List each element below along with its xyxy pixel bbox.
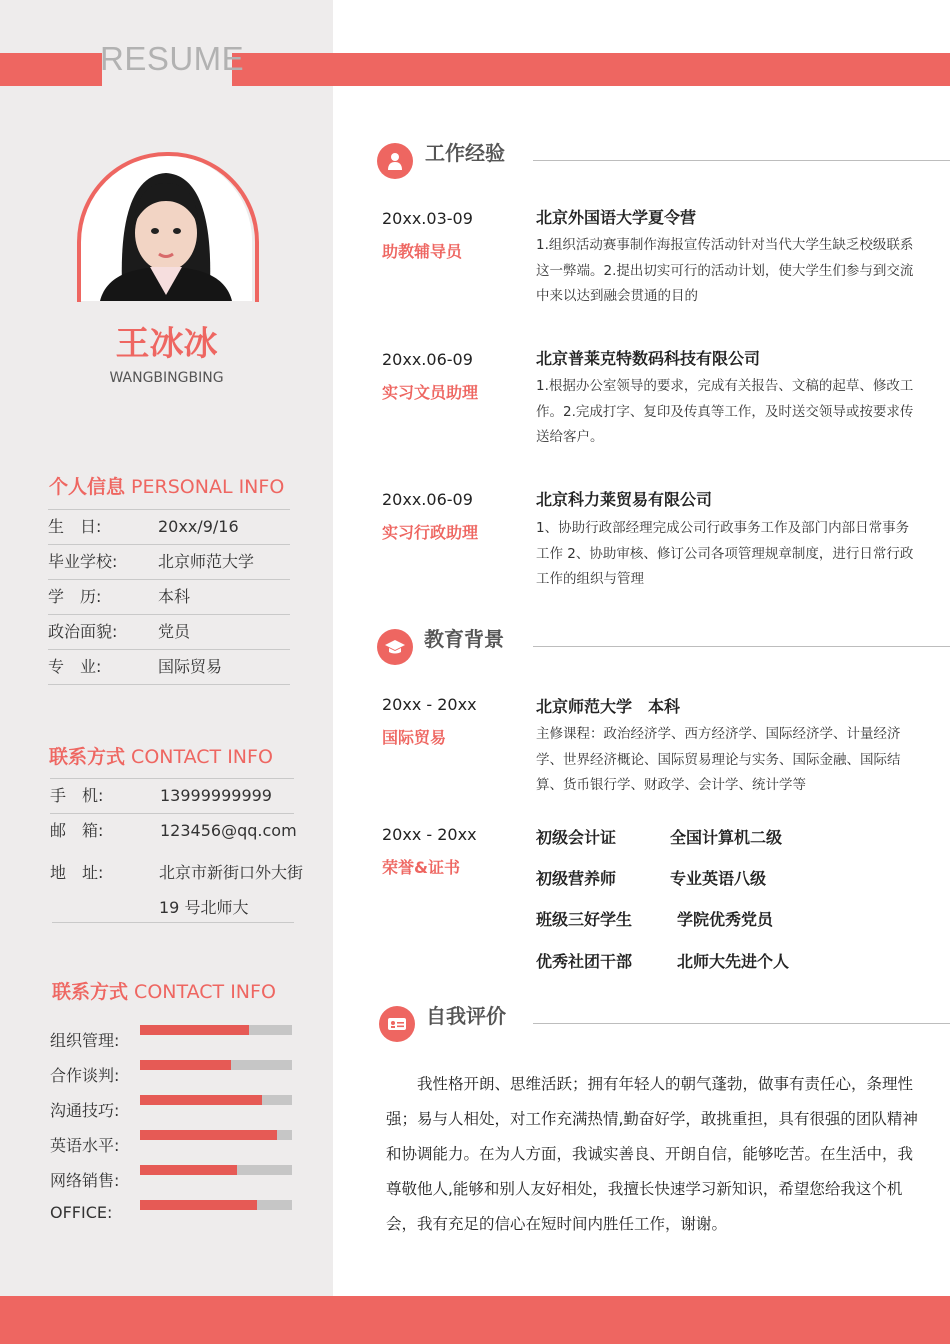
work-title: 工作经验 bbox=[425, 141, 505, 165]
education-date: 20xx - 20xx bbox=[382, 695, 477, 714]
cert-item: 全国计算机二级 bbox=[670, 828, 783, 847]
education-title: 教育背景 bbox=[424, 627, 504, 651]
self-eval-divider bbox=[533, 1023, 950, 1024]
address-value: 北京市新街口外大街 19 号北师大 bbox=[159, 863, 304, 917]
personal-info-heading-en: PERSONAL INFO bbox=[125, 476, 285, 498]
cert-item: 专业英语八级 bbox=[670, 869, 767, 888]
divider bbox=[52, 922, 294, 923]
work-org: 北京普莱克特数码科技有限公司 bbox=[536, 349, 761, 368]
skill-bar bbox=[140, 1130, 292, 1140]
contact-info-heading-cn: 联系方式 bbox=[49, 746, 126, 768]
skill-label: 合作谈判: bbox=[50, 1066, 120, 1085]
cert-item: 优秀社团干部 bbox=[536, 952, 633, 971]
id-card-icon bbox=[379, 1006, 415, 1042]
resume-title: RESUME bbox=[100, 40, 245, 77]
work-date: 20xx.06-09 bbox=[382, 490, 473, 509]
info-label: 学 历: bbox=[48, 587, 102, 606]
info-label: 政治面貌: bbox=[48, 622, 118, 641]
work-desc: 1.组织活动赛事制作海报宣传活动针对当代大学生缺乏校级联系这一弊端。2.提出切实可行的活动计划，使大学生们参与到交流中来以达到融会贯通的目的 bbox=[536, 237, 914, 304]
info-label: 专 业: bbox=[48, 657, 102, 676]
header-band-left bbox=[0, 53, 102, 86]
education-school: 北京师范大学 本科 bbox=[536, 697, 681, 716]
address-label: 地 址: bbox=[50, 863, 104, 882]
info-row-political bbox=[48, 615, 290, 650]
graduation-cap-icon bbox=[377, 629, 413, 665]
work-org: 北京科力莱贸易有限公司 bbox=[536, 490, 713, 509]
education-courses: 主修课程：政治经济学、西方经济学、国际经济学、计量经济学、世界经济概论、国际贸易理论与实务、国际金融、国际结算、货币银行学、财政学、会计学、统计学等 bbox=[536, 726, 901, 793]
contact-info-heading bbox=[49, 742, 273, 769]
education-major: 国际贸易 bbox=[382, 728, 447, 747]
education-divider bbox=[533, 646, 950, 647]
info-label: 邮 箱: bbox=[50, 821, 104, 840]
work-desc: 1.根据办公室领导的要求，完成有关报告、文稿的起草、修改工作。2.完成打字、复印及传真等工作，及时送交领导或按要求传送给客户。 bbox=[536, 378, 914, 445]
person-name-pinyin: WANGBINGBING bbox=[109, 370, 224, 386]
work-role: 实习文员助理 bbox=[382, 383, 479, 402]
work-role: 实习行政助理 bbox=[382, 523, 479, 542]
skill-label: OFFICE: bbox=[50, 1203, 113, 1222]
header-band-right bbox=[232, 53, 950, 86]
self-eval-text: 我性格开朗、思维活跃；拥有年轻人的朝气蓬勃，做事有责任心，条理性强；易与人相处，对工作充满热情,勤奋好学，敢挑重担，具有很强的团队精神和协调能力。在为人方面，我诚实善良、开朗自信，能够吃苦。在生活中，我尊敬他人,能够和别人友好相处，我擅长快速学习新知识，希望您给我这个机会，我有充足的信心在短时间内胜任工作，谢谢。 bbox=[386, 1075, 918, 1233]
contact-info-heading-en: CONTACT INFO bbox=[125, 746, 273, 768]
skill-bar bbox=[140, 1165, 292, 1175]
skill-bar bbox=[140, 1060, 292, 1070]
skill-bar-fill bbox=[140, 1165, 237, 1175]
person-name: 王冰冰 bbox=[115, 324, 218, 364]
work-role: 助教辅导员 bbox=[382, 242, 463, 261]
info-value: 20xx/9/16 bbox=[158, 517, 239, 536]
info-row-birthday bbox=[48, 509, 290, 545]
phone-value: 13999999999 bbox=[160, 786, 272, 805]
work-desc: 1、协助行政部经理完成公司行政事务工作及部门内部日常事务工作 2、协助审核、修订公司各项管理规章制度，进行日常行政工作的组织与管理 bbox=[536, 520, 914, 587]
work-org: 北京外国语大学夏令营 bbox=[536, 208, 697, 227]
skill-bar bbox=[140, 1025, 292, 1035]
personal-info-heading bbox=[49, 472, 284, 499]
skill-label: 网络销售: bbox=[50, 1171, 120, 1190]
info-label: 毕业学校: bbox=[48, 552, 118, 571]
cert-item: 班级三好学生 bbox=[536, 910, 633, 929]
info-row-degree bbox=[48, 580, 290, 615]
info-row-school bbox=[48, 545, 290, 580]
skill-bar-fill bbox=[140, 1130, 277, 1140]
info-value: 党员 bbox=[158, 622, 191, 641]
personal-info-table bbox=[48, 509, 290, 685]
contact-info-table bbox=[50, 778, 297, 848]
skill-bar-fill bbox=[140, 1095, 262, 1105]
honors-label: 荣誉&证书 bbox=[382, 858, 460, 877]
email-value: 123456@qq.com bbox=[160, 821, 297, 840]
cert-item: 初级营养师 bbox=[536, 869, 617, 888]
skill-label: 英语水平: bbox=[50, 1136, 120, 1155]
footer-band bbox=[0, 1296, 950, 1344]
cert-item: 北师大先进个人 bbox=[677, 952, 790, 971]
self-eval-title: 自我评价 bbox=[426, 1004, 506, 1028]
skill-bar-fill bbox=[140, 1060, 231, 1070]
skill-label: 沟通技巧: bbox=[50, 1101, 120, 1120]
work-date: 20xx.06-09 bbox=[382, 350, 473, 369]
skills-heading bbox=[52, 977, 276, 1004]
work-icon bbox=[377, 143, 413, 179]
skill-bar-fill bbox=[140, 1025, 249, 1035]
skill-bar bbox=[140, 1095, 292, 1105]
skill-bar-fill bbox=[140, 1200, 257, 1210]
cert-item: 学院优秀党员 bbox=[677, 910, 774, 929]
skills-heading-en: CONTACT INFO bbox=[128, 981, 276, 1003]
cert-item: 初级会计证 bbox=[536, 828, 617, 847]
work-date: 20xx.03-09 bbox=[382, 209, 473, 228]
skills-heading-cn: 联系方式 bbox=[52, 981, 129, 1003]
work-divider bbox=[533, 160, 950, 161]
info-value: 北京师范大学 bbox=[158, 552, 255, 571]
skill-label: 组织管理: bbox=[50, 1031, 120, 1050]
info-value: 国际贸易 bbox=[158, 657, 223, 676]
info-value: 本科 bbox=[158, 587, 191, 606]
honors-date: 20xx - 20xx bbox=[382, 825, 477, 844]
info-label: 生 日: bbox=[48, 517, 102, 536]
contact-row-email bbox=[50, 814, 297, 848]
personal-info-heading-cn: 个人信息 bbox=[49, 476, 126, 498]
contact-row-phone bbox=[50, 778, 294, 814]
info-label: 手 机: bbox=[50, 786, 104, 805]
info-row-major bbox=[48, 650, 290, 685]
skill-bar bbox=[140, 1200, 292, 1210]
